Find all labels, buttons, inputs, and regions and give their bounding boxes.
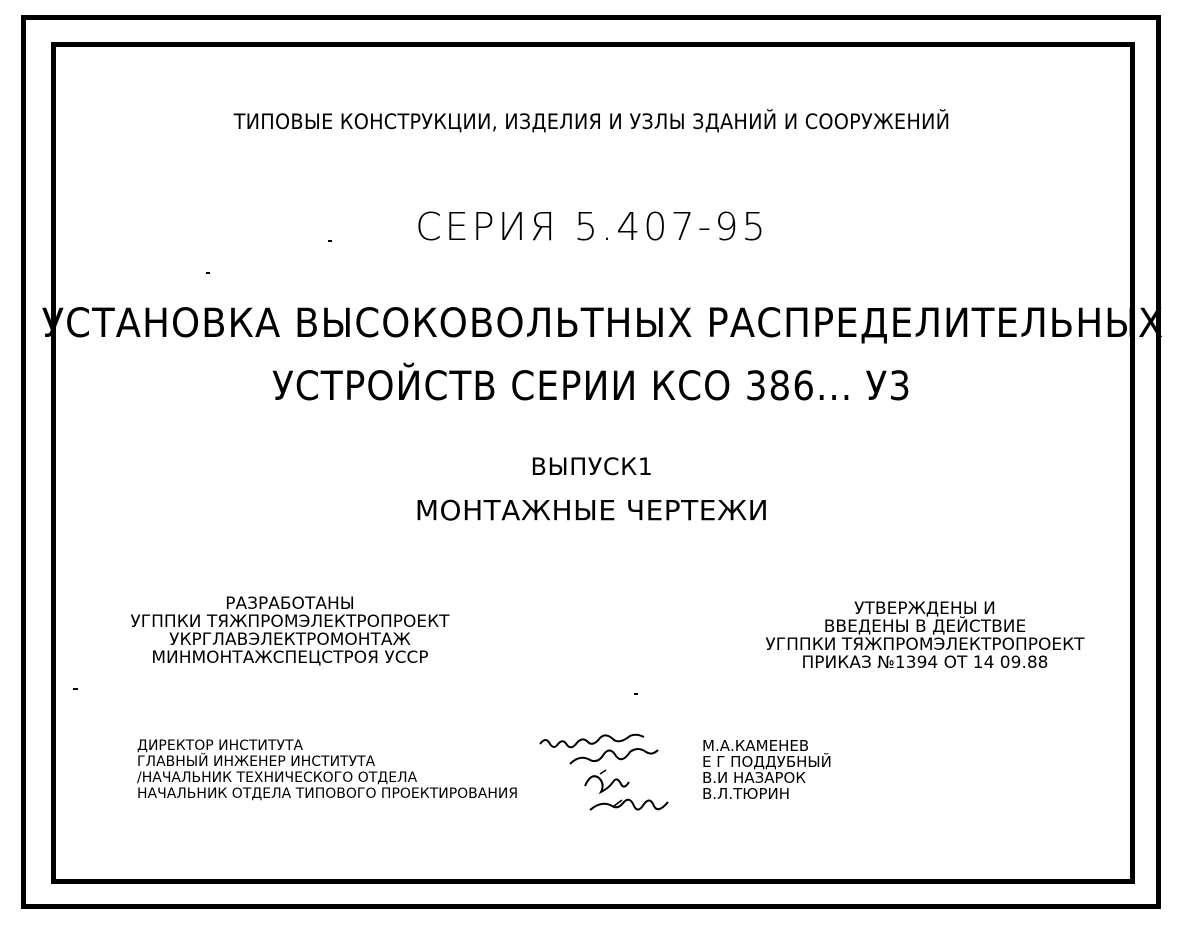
scan-speck <box>206 272 210 274</box>
position-typical-design-head: НАЧАЛЬНИК ОТДЕЛА ТИПОВОГО ПРОЕКТИРОВАНИЯ <box>137 786 519 802</box>
position-tech-dept-head: /НАЧАЛЬНИК ТЕХНИЧЕСКОГО ОТДЕЛА <box>137 770 418 786</box>
scan-speck <box>328 240 332 242</box>
name-tyurin: В.Л.ТЮРИН <box>702 785 791 803</box>
developed-heading: РАЗРАБОТАНЫ <box>225 594 355 614</box>
title-line-2: УСТРОЙСТВ СЕРИИ КСО 386... У3 <box>271 364 913 410</box>
approved-line: ВВЕДЕНЫ В ДЕЙСТВИЕ <box>823 617 1027 637</box>
approved-by-block <box>745 600 1105 672</box>
approved-line: УТВЕРЖДЕНЫ И <box>854 599 996 619</box>
developed-line: УГППКИ ТЯЖПРОМЭЛЕКТРОПРОЕКТ <box>130 612 450 632</box>
signature-1 <box>540 735 644 748</box>
approved-line: УГППКИ ТЯЖПРОМЭЛЕКТРОПРОЕКТ <box>765 635 1085 655</box>
name-nazarok: В.И НАЗАРОК <box>702 769 806 787</box>
approved-order-line: ПРИКАЗ №1394 ОТ 14 09.88 <box>801 653 1049 673</box>
position-chief-engineer: ГЛАВНЫЙ ИНЖЕНЕР ИНСТИТУТА <box>137 754 376 770</box>
name-kamenev: М.А.КАМЕНЕВ <box>702 737 810 755</box>
position-director: ДИРЕКТОР ИНСТИТУТА <box>137 738 304 754</box>
series-number: СЕРИЯ 5.407-95 <box>415 205 769 249</box>
signature-2 <box>570 749 658 764</box>
handwritten-signatures <box>530 730 700 822</box>
name-poddubny: Е Г ПОДДУБНЫЙ <box>702 753 832 771</box>
developed-line: МИНМОНТАЖСПЕЦСТРОЯ УССР <box>151 648 429 668</box>
developed-by-block <box>110 595 470 667</box>
signature-4 <box>590 800 668 810</box>
signature-3 <box>585 776 629 792</box>
top-caption: ТИПОВЫЕ КОНСТРУКЦИИ, ИЗДЕЛИЯ И УЗЛЫ ЗДАНИЙ И СООРУЖЕНИЙ <box>233 110 951 134</box>
issue-subject: МОНТАЖНЫЕ ЧЕРТЕЖИ <box>414 494 770 527</box>
developed-line: УКРГЛАВЭЛЕКТРОМОНТАЖ <box>169 630 411 650</box>
scan-speck <box>634 693 638 695</box>
signatory-names <box>702 738 832 802</box>
signatory-positions <box>137 738 518 802</box>
issue-number: ВЫПУСК1 <box>530 453 654 481</box>
title-line-1: УСТАНОВКА ВЫСОКОВОЛЬТНЫХ РАСПРЕДЕЛИТЕЛЬНЫХ <box>41 301 1165 347</box>
scan-speck <box>73 688 78 690</box>
